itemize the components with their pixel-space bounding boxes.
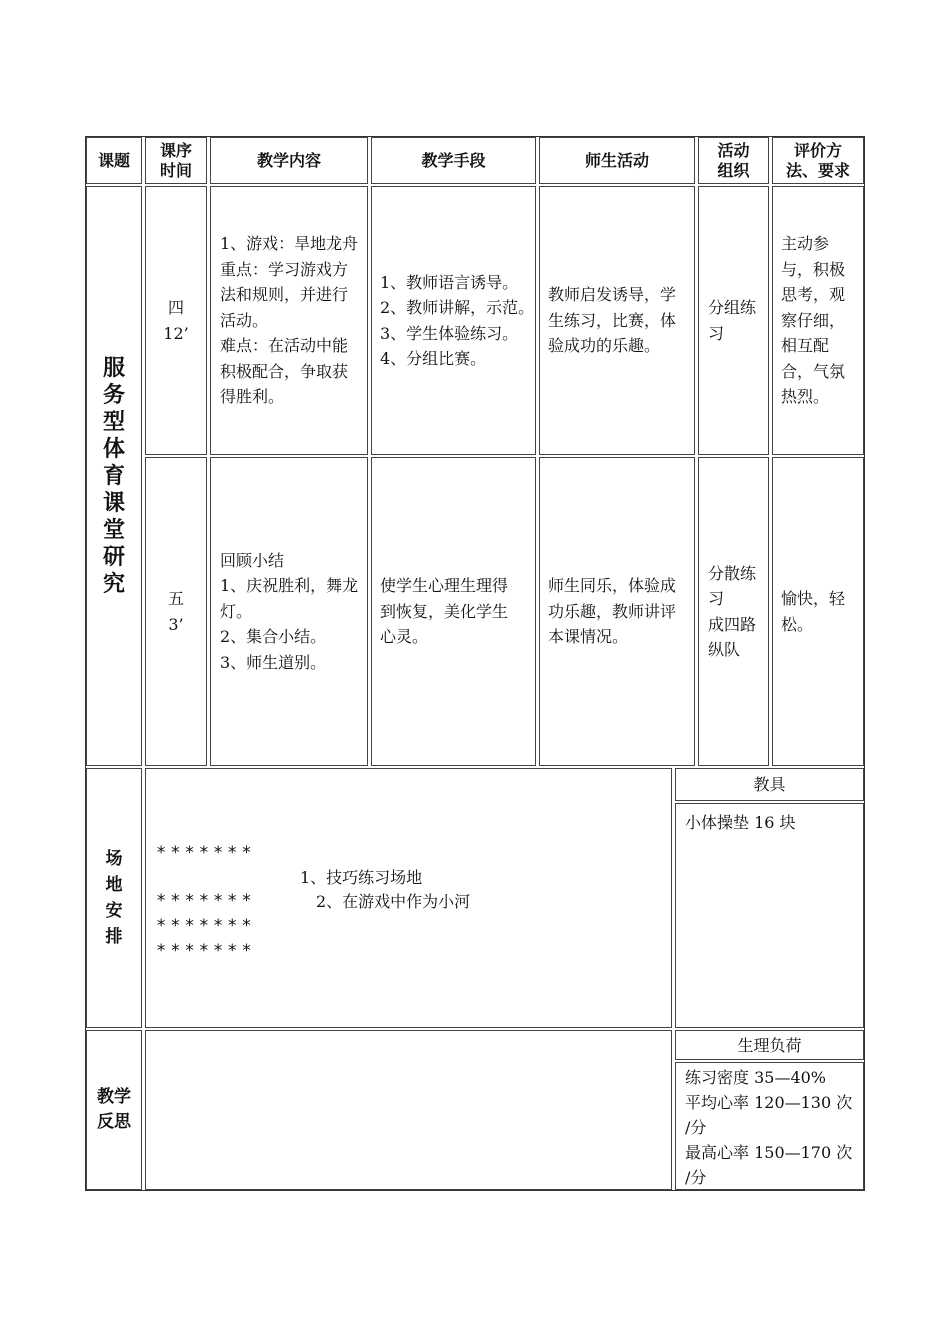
header-activities: 师生活动: [539, 137, 695, 184]
header-methods: 教学手段: [371, 137, 536, 184]
row1-content: 1、游戏：旱地龙舟 重点：学习游戏方 法和规则，并进行 活动。 难点：在活动中能 积极配合，争取获 得胜利。: [210, 186, 368, 455]
load-values: 练习密度 35—40% 平均心率 120—130 次 /分 最高心率 150—170 次 /分: [675, 1062, 864, 1190]
venue-note-2: 2、在游戏中作为小河: [316, 892, 471, 911]
row1-evaluation: 主动参 与，积极 思考，观 察仔细， 相互配 合，气氛 热烈。: [772, 186, 864, 455]
equipment-label: 教具: [675, 768, 864, 801]
topic-title: 服 务 型 体 育 课 堂 研 究: [102, 355, 125, 597]
venue-label: 场 地 安 排: [86, 768, 142, 1028]
venue-diagram: [145, 768, 672, 1028]
load-label: 生理负荷: [675, 1030, 864, 1060]
row2-methods: 使学生心理生理得 到恢复，美化学生 心灵。: [371, 457, 536, 766]
row2-evaluation: 愉快，轻 松。: [772, 457, 864, 766]
venue-star-formation: [156, 841, 256, 964]
star-row: *******: [156, 916, 256, 936]
star-row: *******: [156, 843, 256, 863]
header-order-time: 课序 时间: [145, 137, 207, 184]
header-organization: 活动 组织: [698, 137, 769, 184]
star-row: *******: [156, 891, 256, 911]
reflection-notes: [145, 1030, 672, 1190]
topic-title-cell: [86, 186, 142, 766]
row1-activities: 教师启发诱导，学 生练习，比赛，体 验成功的乐趣。: [539, 186, 695, 455]
row2-activities: 师生同乐，体验成 功乐趣，教师讲评 本课情况。: [539, 457, 695, 766]
row1-methods: 1、教师语言诱导。 2、教师讲解，示范。 3、学生体验练习。 4、分组比赛。: [371, 186, 536, 455]
row1-organization: 分组练 习: [698, 186, 769, 455]
header-evaluation: 评价方 法、要求: [772, 137, 864, 184]
row1-order-time: 四 12’: [145, 186, 207, 455]
row2-content: 回顾小结 1、庆祝胜利，舞龙 灯。 2、集合小结。 3、师生道别。: [210, 457, 368, 766]
venue-note-1: 1、技巧练习场地: [300, 868, 423, 887]
row2-order-time: 五 3’: [145, 457, 207, 766]
row2-organization: 分散练 习 成四路 纵队: [698, 457, 769, 766]
reflection-label: 教学 反思: [86, 1030, 142, 1190]
star-row: *******: [156, 941, 256, 961]
header-content: 教学内容: [210, 137, 368, 184]
equipment-value: 小体操垫 16 块: [675, 803, 864, 1028]
header-topic: 课题: [86, 137, 142, 184]
